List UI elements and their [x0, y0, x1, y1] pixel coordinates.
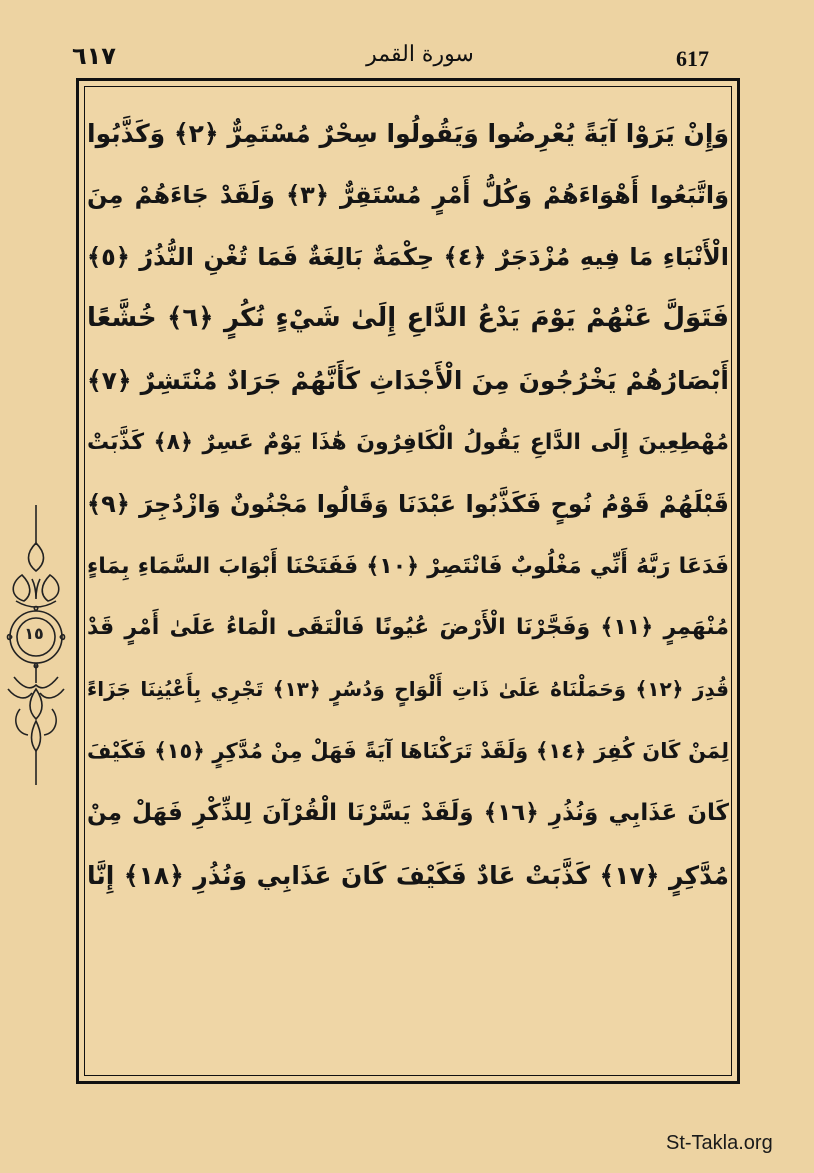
surah-title: سورة القمر	[366, 42, 474, 67]
verse-line: مُدَّكِرٍ ﴿١٧﴾ كَذَّبَتْ عَادٌ فَكَيْفَ كَانَ عَذَابِي وَنُذُرِ ﴿١٨﴾ إِنَّا	[87, 860, 729, 890]
verse-line: وَإِنْ يَرَوْا آيَةً يُعْرِضُوا وَيَقُولُوا سِحْرٌ مُسْتَمِرٌّ ﴿٢﴾ وَكَذَّبُوا	[87, 119, 729, 148]
margin-marker: ١٥	[24, 624, 44, 643]
verse-line: قُدِرَ ﴿١٢﴾ وَحَمَلْنَاهُ عَلَىٰ ذَاتِ أَلْوَاحٍ وَدُسُرٍ ﴿١٣﴾ تَجْرِي بِأَعْيُنِنَا جَزَاءً	[87, 677, 729, 702]
verse-line: قَبْلَهُمْ قَوْمُ نُوحٍ فَكَذَّبُوا عَبْدَنَا وَقَالُوا مَجْنُونٌ وَازْدُجِرَ ﴿٩﴾	[87, 489, 729, 518]
verse-lines	[87, 103, 729, 906]
verse-line: كَانَ عَذَابِي وَنُذُرِ ﴿١٦﴾ وَلَقَدْ يَسَّرْنَا الْقُرْآنَ لِلذِّكْرِ فَهَلْ مِنْ	[87, 799, 729, 826]
verse-line: أَبْصَارُهُمْ يَخْرُجُونَ مِنَ الْأَجْدَاثِ كَأَنَّهُمْ جَرَادٌ مُنْتَشِرٌ ﴿٧﴾	[87, 366, 729, 396]
text-frame	[76, 78, 740, 1084]
verse-line: فَدَعَا رَبَّهُ أَنِّي مَغْلُوبٌ فَانْتَصِرْ ﴿١٠﴾ فَفَتَحْنَا أَبْوَابَ السَّمَاءِ بِمَاءٍ	[87, 553, 729, 579]
page-number-latin: 617	[676, 46, 709, 71]
margin-ornament-icon	[2, 505, 70, 785]
verse-line: الْأَنْبَاءِ مَا فِيهِ مُزْدَجَرٌ ﴿٤﴾ حِكْمَةٌ بَالِغَةٌ فَمَا تُغْنِ النُّذُرُ ﴿٥﴾	[87, 242, 729, 271]
verse-line: وَاتَّبَعُوا أَهْوَاءَهُمْ وَكُلُّ أَمْرٍ مُسْتَقِرٌّ ﴿٣﴾ وَلَقَدْ جَاءَهُمْ مِنَ	[87, 180, 729, 209]
verse-line: مُهْطِعِينَ إِلَى الدَّاعِ يَقُولُ الْكَافِرُونَ هَٰذَا يَوْمٌ عَسِرٌ ﴿٨﴾ كَذَّبَتْ	[87, 429, 729, 455]
verse-line: فَتَوَلَّ عَنْهُمْ يَوْمَ يَدْعُ الدَّاعِ إِلَىٰ شَيْءٍ نُكُرٍ ﴿٦﴾ خُشَّعًا	[87, 303, 729, 334]
verse-line: مُنْهَمِرٍ ﴿١١﴾ وَفَجَّرْنَا الْأَرْضَ عُيُونًا فَالْتَقَى الْمَاءُ عَلَىٰ أَمْرٍ قَدْ	[87, 615, 729, 641]
page-number-arabic: ٦١٧	[72, 42, 116, 70]
verse-line: لِمَنْ كَانَ كُفِرَ ﴿١٤﴾ وَلَقَدْ تَرَكْنَاهَا آيَةً فَهَلْ مِنْ مُدَّكِرٍ ﴿١٥﴾ فَكَيْفَ	[87, 738, 729, 763]
watermark: St-Takla.org	[666, 1132, 773, 1154]
